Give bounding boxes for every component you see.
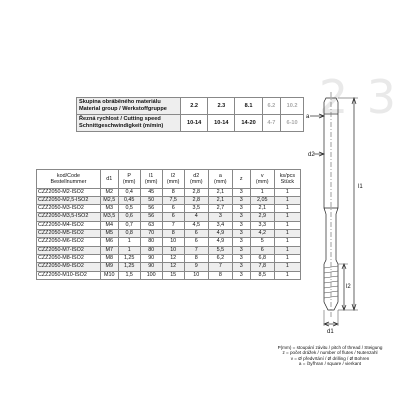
background-watermark: 2 3 bbox=[318, 70, 398, 124]
table-cell: 10 bbox=[162, 246, 184, 254]
label-a: a bbox=[306, 114, 310, 120]
table-cell: 4,5 bbox=[184, 221, 208, 229]
material-group-value: 2.2 bbox=[181, 98, 208, 115]
table-cell: 5 bbox=[250, 238, 274, 246]
table-cell: 1 bbox=[118, 238, 140, 246]
table-cell: 3 bbox=[232, 213, 250, 221]
label-d2: d2 bbox=[308, 152, 315, 158]
table-cell: 0,4 bbox=[118, 188, 140, 196]
table-cell: 56 bbox=[140, 213, 162, 221]
column-header: l1 (mm) bbox=[140, 170, 162, 189]
table-cell: 1,25 bbox=[118, 263, 140, 271]
table-cell: 6,2 bbox=[208, 254, 232, 262]
specification-body bbox=[37, 188, 301, 279]
table-cell: M3 bbox=[100, 205, 118, 213]
table-row bbox=[37, 263, 301, 271]
product-code-cell: CZZ2050-M3,5-ISO2 bbox=[37, 213, 101, 221]
label-l1: l1 bbox=[358, 184, 363, 190]
table-row bbox=[37, 205, 301, 213]
table-cell: 1 bbox=[274, 213, 300, 221]
column-header: z bbox=[232, 170, 250, 189]
table-cell: 3 bbox=[232, 230, 250, 238]
material-group-row bbox=[77, 98, 304, 115]
table-cell: M3,5 bbox=[100, 213, 118, 221]
table-cell: 0,5 bbox=[118, 205, 140, 213]
table-cell: 2,8 bbox=[184, 188, 208, 196]
table-cell: 12 bbox=[162, 254, 184, 262]
table-cell: 56 bbox=[140, 205, 162, 213]
table-cell: 8 bbox=[208, 271, 232, 279]
table-cell: 1 bbox=[274, 196, 300, 204]
table-cell: 1 bbox=[274, 188, 300, 196]
table-cell: 5,5 bbox=[208, 246, 232, 254]
table-cell: 10 bbox=[184, 271, 208, 279]
table-cell: 50 bbox=[140, 196, 162, 204]
table-cell: 3 bbox=[232, 254, 250, 262]
table-row bbox=[37, 238, 301, 246]
table-cell: 80 bbox=[140, 246, 162, 254]
table-cell: M2 bbox=[100, 188, 118, 196]
table-cell: 1 bbox=[274, 230, 300, 238]
table-cell: 3,4 bbox=[208, 221, 232, 229]
table-cell: M2,5 bbox=[100, 196, 118, 204]
table-row bbox=[37, 196, 301, 204]
table-cell: M8 bbox=[100, 254, 118, 262]
column-header: d1 bbox=[100, 170, 118, 189]
table-cell: 1 bbox=[274, 205, 300, 213]
product-code-cell: CZZ2050-M10-ISO2 bbox=[37, 271, 101, 279]
specification-table bbox=[36, 169, 301, 280]
material-table bbox=[76, 97, 304, 132]
table-cell: 3 bbox=[232, 238, 250, 246]
table-cell: 7,5 bbox=[162, 196, 184, 204]
table-cell: 2,1 bbox=[208, 188, 232, 196]
table-cell: 1,5 bbox=[118, 271, 140, 279]
table-cell: 2,1 bbox=[250, 205, 274, 213]
table-cell: 3 bbox=[208, 213, 232, 221]
tap-drawing bbox=[300, 88, 398, 338]
table-cell: 3 bbox=[232, 263, 250, 271]
legend-line: z = počet drážek / number of flutes / Nutenzahl bbox=[282, 350, 378, 356]
table-cell: 3 bbox=[232, 205, 250, 213]
table-cell: 7 bbox=[184, 246, 208, 254]
table-cell: 2,1 bbox=[208, 196, 232, 204]
column-header: kod/Code Bestellnummer bbox=[37, 170, 101, 189]
table-cell: 6 bbox=[250, 246, 274, 254]
table-cell: 0,45 bbox=[118, 196, 140, 204]
table-cell: 0,6 bbox=[118, 213, 140, 221]
table-cell: 80 bbox=[140, 238, 162, 246]
label-l2: l2 bbox=[346, 284, 351, 290]
table-cell: M5 bbox=[100, 230, 118, 238]
table-cell: 4,9 bbox=[208, 238, 232, 246]
table-cell: 7 bbox=[162, 221, 184, 229]
table-cell: 6,8 bbox=[250, 254, 274, 262]
product-code-cell: CZZ2050-M2-ISO2 bbox=[37, 188, 101, 196]
table-cell: 3 bbox=[232, 188, 250, 196]
table-cell: 3 bbox=[232, 271, 250, 279]
column-header: P (mm) bbox=[118, 170, 140, 189]
table-cell: 3 bbox=[232, 196, 250, 204]
product-code-cell: CZZ2050-M5-ISO2 bbox=[37, 230, 101, 238]
table-cell: 1 bbox=[274, 238, 300, 246]
label-d1: d1 bbox=[327, 329, 334, 335]
table-cell: 63 bbox=[140, 221, 162, 229]
cutting-speed-value: 14-20 bbox=[235, 114, 262, 131]
table-cell: 9 bbox=[184, 263, 208, 271]
product-code-cell: CZZ2050-M4-ISO2 bbox=[37, 221, 101, 229]
legend-line: a = čtyřhran / square / vierkant bbox=[298, 361, 362, 367]
table-cell: 45 bbox=[140, 188, 162, 196]
product-code-cell: CZZ2050-M7-ISO2 bbox=[37, 246, 101, 254]
table-row bbox=[37, 246, 301, 254]
table-row bbox=[37, 213, 301, 221]
legend bbox=[262, 345, 398, 367]
table-cell: 1 bbox=[250, 188, 274, 196]
table-cell: 8 bbox=[162, 188, 184, 196]
table-cell: M4 bbox=[100, 221, 118, 229]
cutting-speed-value: 4-7 bbox=[262, 114, 280, 131]
legend-line: P(mm) = stoupání závitu / pitch of thread / Steigung bbox=[277, 345, 383, 350]
table-cell: 2,7 bbox=[208, 205, 232, 213]
table-cell: 6 bbox=[184, 230, 208, 238]
table-cell: 7,8 bbox=[250, 263, 274, 271]
table-cell: 0,8 bbox=[118, 230, 140, 238]
product-code-cell: CZZ2050-M6-ISO2 bbox=[37, 238, 101, 246]
legend-line: v = Ø předvrtání / Ø drilling / Ø Bohren bbox=[290, 355, 370, 361]
table-cell: 90 bbox=[140, 263, 162, 271]
table-cell: 1 bbox=[274, 221, 300, 229]
table-cell: 2,8 bbox=[184, 196, 208, 204]
column-header: v (mm) bbox=[250, 170, 274, 189]
table-row bbox=[37, 271, 301, 279]
table-cell: 10 bbox=[162, 238, 184, 246]
table-row bbox=[37, 188, 301, 196]
material-group-value: 6.2 bbox=[262, 98, 280, 115]
table-cell: 3 bbox=[232, 246, 250, 254]
column-header: a (mm) bbox=[208, 170, 232, 189]
product-code-cell: CZZ2050-M8-ISO2 bbox=[37, 254, 101, 262]
table-cell: 8 bbox=[162, 230, 184, 238]
cutting-speed-value: 10-14 bbox=[208, 114, 235, 131]
material-group-value: 10.2 bbox=[281, 98, 304, 115]
table-cell: 1 bbox=[274, 263, 300, 271]
cutting-speed-label: Řezná rychlost / Cutting speed Schnittgeschwindigkeit (m/min) bbox=[77, 114, 181, 131]
table-cell: M10 bbox=[100, 271, 118, 279]
product-code-cell: CZZ2050-M9-ISO2 bbox=[37, 263, 101, 271]
table-cell: 7 bbox=[208, 263, 232, 271]
table-cell: M9 bbox=[100, 263, 118, 271]
column-header: l2 (mm) bbox=[162, 170, 184, 189]
cutting-speed-value: 6-10 bbox=[281, 114, 304, 131]
table-row bbox=[37, 221, 301, 229]
table-cell: 6 bbox=[162, 205, 184, 213]
table-cell: 70 bbox=[140, 230, 162, 238]
table-cell: 1 bbox=[274, 254, 300, 262]
table-cell: 1 bbox=[274, 246, 300, 254]
table-cell: 15 bbox=[162, 271, 184, 279]
product-code-cell: CZZ2050-M3-ISO2 bbox=[37, 205, 101, 213]
table-cell: 6 bbox=[162, 213, 184, 221]
table-cell: 12 bbox=[162, 263, 184, 271]
table-cell: 8 bbox=[184, 254, 208, 262]
table-cell: 100 bbox=[140, 271, 162, 279]
table-cell: 3 bbox=[232, 221, 250, 229]
table-cell: 2,9 bbox=[250, 213, 274, 221]
table-cell: M7 bbox=[100, 246, 118, 254]
table-cell: 2,05 bbox=[250, 196, 274, 204]
table-cell: 4,2 bbox=[250, 230, 274, 238]
table-cell: 90 bbox=[140, 254, 162, 262]
material-group-value: 2.3 bbox=[208, 98, 235, 115]
table-cell: 0,7 bbox=[118, 221, 140, 229]
table-cell: 1,25 bbox=[118, 254, 140, 262]
table-cell: 3,3 bbox=[250, 221, 274, 229]
product-code-cell: CZZ2050-M2,5-ISO2 bbox=[37, 196, 101, 204]
cutting-speed-value: 10-14 bbox=[181, 114, 208, 131]
table-row bbox=[37, 254, 301, 262]
table-cell: 8,5 bbox=[250, 271, 274, 279]
material-group-value: 8.1 bbox=[235, 98, 262, 115]
cutting-speed-row bbox=[77, 114, 304, 131]
table-cell: 1 bbox=[274, 271, 300, 279]
table-row bbox=[37, 230, 301, 238]
specification-header-row bbox=[37, 170, 301, 189]
table-cell: 1 bbox=[118, 246, 140, 254]
table-cell: 4 bbox=[184, 213, 208, 221]
table-cell: 3,5 bbox=[184, 205, 208, 213]
table-cell: 4,9 bbox=[208, 230, 232, 238]
column-header: ks/pcs Stück bbox=[274, 170, 300, 189]
table-cell: M6 bbox=[100, 238, 118, 246]
table-cell: 6 bbox=[184, 238, 208, 246]
material-group-label: Skupina obráběného materiálu Material group / Werkstoffgruppe bbox=[77, 98, 181, 115]
column-header: d2 (mm) bbox=[184, 170, 208, 189]
